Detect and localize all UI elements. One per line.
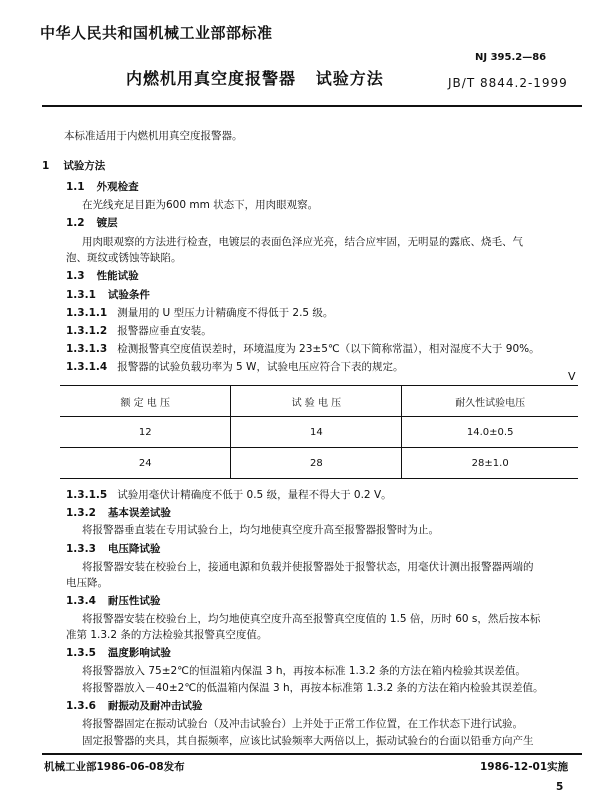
section-title: 耐振动及耐冲击试验 (107, 700, 203, 712)
section-title: 电压降试验 (107, 543, 161, 555)
implementation-date: 1986-12-01实施 (480, 761, 569, 773)
section-number: 1.2 (66, 217, 85, 229)
section-1-3-1-heading (66, 287, 150, 302)
clause-text: 测量用的 U 型压力计精确度不得低于 2.5 级。 (117, 307, 334, 319)
clause-1-3-1-4 (66, 359, 403, 374)
section-1-3-4-text-line1: 将报警器安装在校验台上，均匀地使真空度升高至报警真空度值的 1.5 倍，历时 60 s，然后按本标 (82, 613, 541, 625)
section-1-1-heading (66, 179, 139, 194)
section-number: 1.3.3 (66, 543, 96, 555)
section-1-2-heading (66, 215, 118, 230)
clause-text: 报警器的试验负载功率为 5 W，试验电压应符合下表的规定。 (117, 361, 404, 373)
section-title: 试验方法 (63, 160, 106, 172)
clause-number: 1.3.1.4 (66, 361, 108, 373)
table-header-cell: 额 定 电 压 (60, 386, 231, 417)
clause-number: 1.3.1.1 (66, 307, 108, 319)
section-1-3-5-text-line2: 将报警器放入－40±2℃的低温箱内保温 3 h，再按本标准第 1.3.2 条的方法在箱内检验其误差值。 (82, 682, 544, 694)
clause-number: 1.3.1.2 (66, 325, 108, 337)
section-number: 1.3.4 (66, 595, 96, 607)
section-1-2-text-line1: 用肉眼观察的方法进行检查，电镀层的表面色泽应光亮，结合应牢固，无明显的露底、烧毛、气 (82, 236, 523, 248)
table-cell: 14 (231, 417, 402, 448)
table-cell: 28 (231, 448, 402, 479)
section-title: 温度影响试验 (107, 647, 171, 659)
section-1-3-3-text-line2: 电压降。 (66, 577, 108, 589)
table-header-cell: 试 验 电 压 (231, 386, 402, 417)
table-header-cell: 耐久性试验电压 (402, 386, 578, 417)
section-1-3-2-heading (66, 505, 171, 520)
section-title: 试验条件 (107, 289, 150, 301)
footer-rule (42, 753, 582, 755)
section-1-3-6-text-line1: 将报警器固定在振动试验台（及冲击试验台）上并处于正常工作位置，在工作状态下进行试验。 (82, 718, 523, 730)
section-1-3-6-heading (66, 698, 202, 713)
clause-1-3-1-2 (66, 323, 212, 338)
table-cell: 14.0±0.5 (402, 417, 578, 448)
section-number: 1.1 (66, 181, 85, 193)
clause-number: 1.3.1.3 (66, 343, 108, 355)
clause-1-3-1-3 (66, 341, 540, 356)
clause-text: 报警器应垂直安装。 (117, 325, 212, 337)
table-unit: V (568, 370, 576, 383)
section-number: 1.3.6 (66, 700, 96, 712)
clause-text: 试验用毫伏计精确度不低于 0.5 级，量程不得大于 0.2 V。 (117, 489, 392, 501)
section-number: 1.3.5 (66, 647, 96, 659)
section-1-3-5-text-line1: 将报警器放入 75±2℃的恒温箱内保温 3 h，再按本标准 1.3.2 条的方法在箱内检验其误差值。 (82, 665, 526, 677)
voltage-table (60, 385, 578, 479)
document-title: 内燃机用真空度报警器 试验方法 (126, 69, 384, 88)
clause-1-3-1-1 (66, 305, 333, 320)
standard-code-new: JB/T 8844.2-1999 (448, 76, 568, 90)
section-title: 外观检查 (96, 181, 139, 193)
section-1-2-text-line2: 泡、斑纹或锈蚀等缺陷。 (66, 252, 182, 264)
section-number: 1.3 (66, 270, 85, 282)
section-number: 1.3.2 (66, 507, 96, 519)
table-cell: 28±1.0 (402, 448, 578, 479)
section-1-3-5-heading (66, 645, 171, 660)
table-row (60, 417, 578, 448)
section-title: 镀层 (96, 217, 118, 229)
clause-number: 1.3.1.5 (66, 489, 108, 501)
section-number: 1 (42, 160, 50, 172)
issuing-organization: 中华人民共和国机械工业部部标准 (40, 24, 273, 42)
table-cell: 24 (60, 448, 231, 479)
intro-text: 本标准适用于内燃机用真空度报警器。 (64, 130, 243, 142)
section-1-3-heading (66, 268, 139, 283)
header-rule (42, 105, 582, 107)
section-1-heading (42, 158, 105, 173)
section-number: 1.3.1 (66, 289, 96, 301)
section-title: 性能试验 (96, 270, 139, 282)
section-title: 耐压性试验 (107, 595, 161, 607)
table-row (60, 448, 578, 479)
table-cell: 12 (60, 417, 231, 448)
section-1-1-text: 在光线充足目距为600 mm 状态下，用肉眼观察。 (82, 199, 319, 211)
section-1-3-3-heading (66, 541, 160, 556)
publish-date: 机械工业部1986-06-08发布 (44, 761, 185, 773)
clause-text: 检测报警真空度值误差时，环境温度为 23±5℃（以下简称常温），相对湿度不大于 90%。 (117, 343, 540, 355)
section-1-3-6-text-line2: 固定报警器的夹具，其自振频率，应该比试验频率大两倍以上，振动试验台的台面以铅垂方向产生 (82, 735, 534, 747)
section-1-3-3-text-line1: 将报警器安装在校验台上，接通电源和负载并使报警器处于报警状态，用毫伏计测出报警器两端的 (82, 561, 534, 573)
section-title: 基本误差试验 (107, 507, 171, 519)
section-1-3-4-text-line2: 准第 1.3.2 条的方法检验其报警真空度值。 (66, 629, 268, 641)
standard-code-old: NJ 395.2—86 (475, 52, 547, 63)
section-1-3-2-text: 将报警器垂直装在专用试验台上，均匀地使真空度升高至报警器报警时为止。 (82, 524, 439, 536)
clause-1-3-1-5 (66, 487, 392, 502)
page-number: 5 (556, 781, 564, 793)
section-1-3-4-heading (66, 593, 160, 608)
table-header-row (60, 386, 578, 417)
